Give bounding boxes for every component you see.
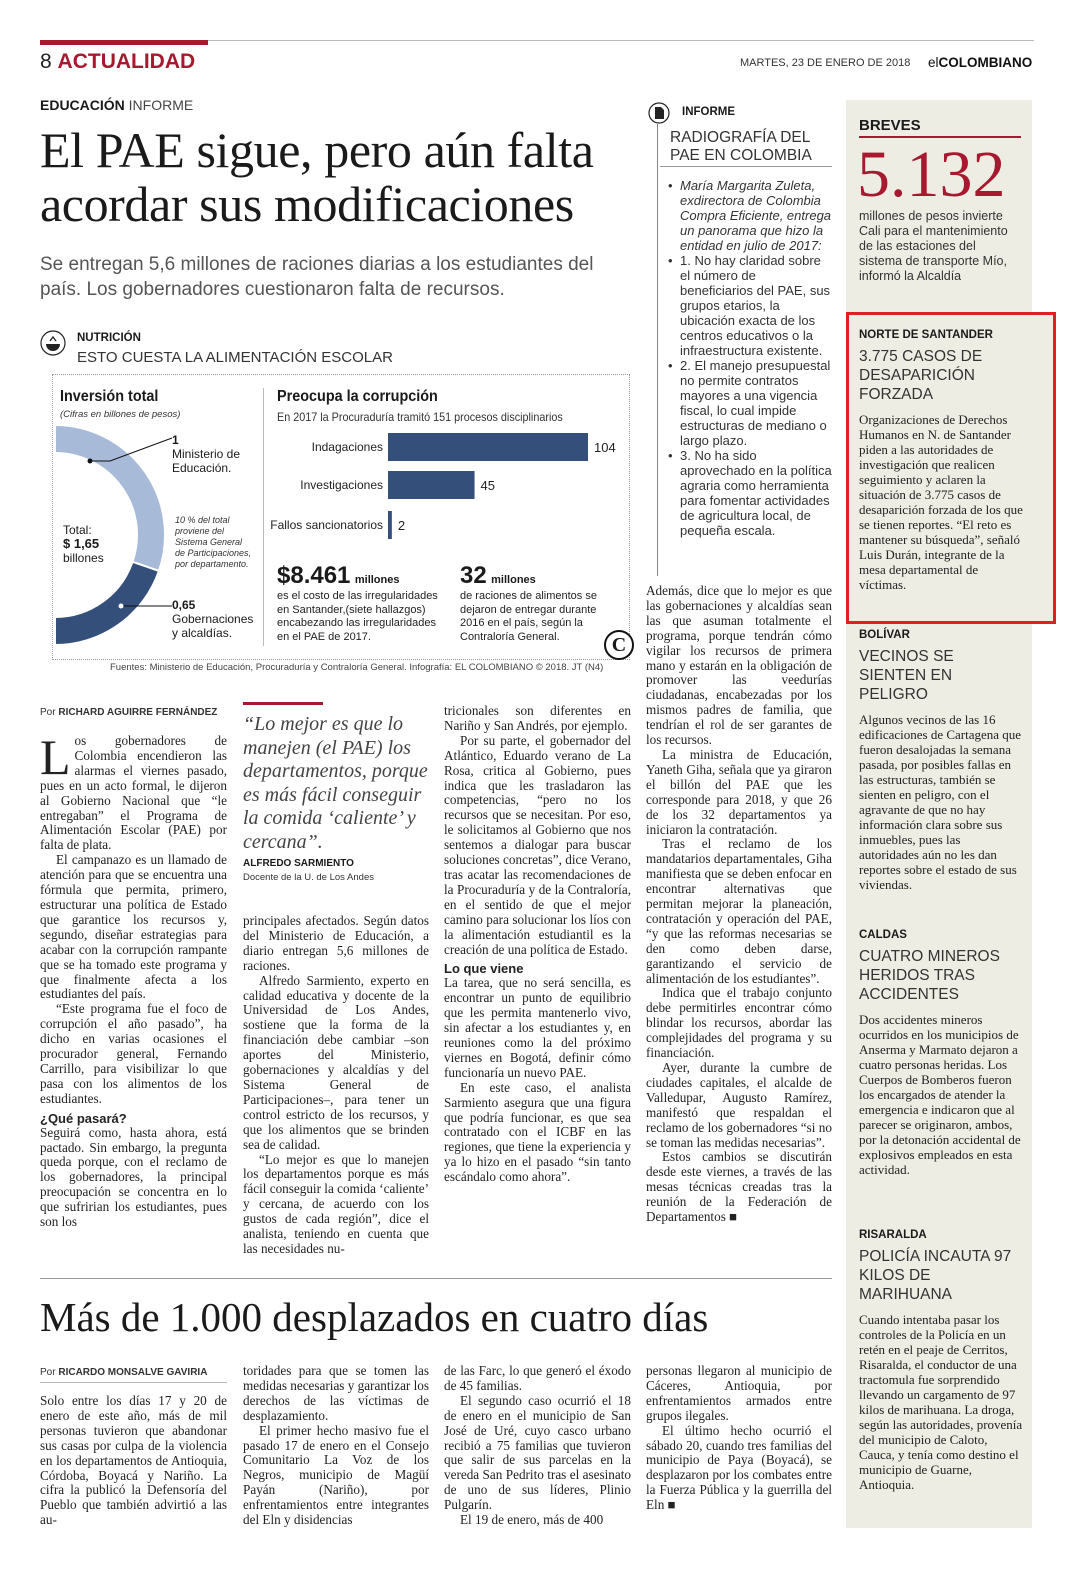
label1-text2: Educación. bbox=[172, 461, 232, 475]
article2-byline-rule bbox=[40, 1382, 227, 1383]
brief-item-bolivar bbox=[859, 629, 1023, 892]
brand-logo bbox=[928, 55, 1032, 70]
page-header bbox=[40, 50, 195, 74]
brief-item-caldas bbox=[859, 929, 1023, 1177]
label1-value: 1 bbox=[172, 433, 179, 447]
col3-subhead: Lo que viene bbox=[444, 961, 524, 977]
breves-title: BREVES bbox=[859, 117, 921, 134]
infographic-divider bbox=[263, 388, 264, 646]
brief-kicker: RISARALDA bbox=[859, 1229, 927, 1241]
pie-total-unit: billones bbox=[63, 551, 104, 565]
informe-item: • 2. El manejo presupuestal no permite contratos mayores a una vigencia fiscal, lo cual impide estructuras de mediano o largo plazo. bbox=[668, 358, 831, 448]
pie-label-ministerio bbox=[172, 433, 240, 475]
informe-vline bbox=[657, 124, 658, 576]
bar-value-label: 2 bbox=[397, 518, 406, 533]
article2-col3: de las Farc, lo que generó el éxodo de 45 familias. El segundo caso ocurrió el 18 de enero en el municipio de San José de Uré, cuyo casco urbano recibió a 75 familias que tuvieron que salir de sus parcelas en la vereda San Pedrito tras el asesinato de uno de sus líderes, Plinio Pulgarín. El 19 de enero, más de 400 bbox=[444, 1363, 631, 1528]
stat2-unit: millones bbox=[491, 574, 536, 586]
informe-item: • María Margarita Zuleta, exdirectora de Colombia Compra Eficiente, entrega un panorama que hizo la entidad en julio de 2017: bbox=[668, 178, 832, 253]
colombiano-logo-icon bbox=[604, 630, 634, 660]
bar-category-label: Indagaciones bbox=[311, 440, 383, 454]
pie-pointer-dot bbox=[88, 459, 93, 464]
informe-list bbox=[668, 178, 832, 538]
label1-text1: Ministerio de bbox=[172, 447, 241, 461]
bar-value-label: 45 bbox=[480, 478, 496, 493]
brief-body: Organizaciones de Derechos Humanos en N. de Santander piden a las autoridades de investigación que realicen seguimiento y aclaren la situación de 3.775 casos de desaparición forzada de los que se tienen reportes. “El reto es mantener su búsqueda”, señaló Luis Durán, integrante de la mesa departamental de víctimas. bbox=[859, 412, 1023, 592]
stat-santander bbox=[277, 562, 447, 644]
kicker-light: INFORME bbox=[128, 97, 194, 113]
note-line3: Sistema General bbox=[175, 537, 243, 547]
article2-byline: Por RICARDO MONSALVE GAVIRIA bbox=[40, 1367, 208, 1378]
article1-col2: principales afectados. Según datos del Ministerio de Educación, a diario entregan 5,6 millones de raciones. Alfredo Sarmiento, experto en calidad educativa y docente de la Universidad de Los Andes, sostiene que la forma de la financiación debe cambiar –son aportes del Ministerio, gobernaciones y alcaldías y del Sistema General de Participaciones–, para tener un control estricto de los recursos, y que los alimentos que se brinden sea de calidad. “Lo mejor es que lo manejen los departamentos porque es más fácil conseguir la comida ‘caliente’ y cercana, de acuerdo con los gustos de cada región”, dice el analista, teniendo en cuenta que las necesidades nu- bbox=[243, 913, 429, 1256]
bar-title: Preocupa la corrupción bbox=[277, 388, 438, 405]
bar-value-label: 104 bbox=[594, 440, 616, 455]
nutrition-icon bbox=[40, 330, 66, 356]
brand-name: COLOMBIANO bbox=[938, 55, 1033, 70]
stat-raciones bbox=[460, 562, 610, 644]
pie-slice bbox=[55, 562, 159, 645]
infographic-title: ESTO CUESTA LA ALIMENTACIÓN ESCOLAR bbox=[77, 349, 393, 366]
article2-col1: Solo entre los días 17 y 20 de enero de este año, más de mil personas tuvieron que abandonar sus casas por culpa de la violencia en los departamentos de Antioquia, Córdoba, Boyacá y Nariño. La cifra la publicó la Defensoría del Pueblo que también advirtió a las au- bbox=[40, 1393, 227, 1528]
bar-chart bbox=[270, 428, 630, 548]
informe-rule bbox=[660, 166, 832, 167]
infographic-kicker: NUTRICIÓN bbox=[77, 332, 141, 344]
pie-pointer-dot bbox=[119, 604, 124, 609]
brief-body: Dos accidentes mineros ocurridos en los municipios de Anserma y Marmato dejaron a cuatro personas heridas. Los Cuerpos de Bomberos fueron los encargados de atender la emergencia e indicaron que al parecer se originaron, ambos, por la detonación accidental de explosivos empleados en esta actividad. bbox=[859, 1012, 1021, 1177]
article2-headline: Más de 1.000 desplazados en cuatro días bbox=[40, 1294, 709, 1340]
informe-title: RADIOGRAFÍA DEL PAE EN COLOMBIA bbox=[670, 129, 812, 164]
brief-kicker: CALDAS bbox=[859, 929, 907, 941]
kicker-bold: EDUCACIÓN bbox=[40, 97, 125, 113]
bar-category-label: Investigaciones bbox=[300, 478, 383, 492]
pie-total-value: $ 1,65 bbox=[63, 536, 100, 551]
breves-big-text: millones de pesos invierte Cali para el mantenimiento de las estaciones del sistema de transporte Mío, informó la Alcaldía bbox=[859, 209, 1008, 283]
article1-kicker bbox=[40, 97, 193, 113]
informe-item: • 3. No ha sido aprovechado en la política agraria como herramienta para fomentar actividades de agricultura local, de pequeña escala. bbox=[668, 448, 832, 538]
article1-col4: Además, dice que lo mejor es que las gobernaciones y alcaldías sean las que asuman totalmente el programa, porque tendrán cómo vigilar los recursos de primera mano y estarán en la obligación de promover las veedurías ciudadanas, encabezadas por los mismos padres de familia, que tendrían el rol de ser garantes de los recursos. La ministra de Educación, Yaneth Giha, señala que ya giraron el billón del PAE que les corresponde para 2018, y que 26 de los 32 departamentos ya iniciaron la contratación. Tras el reclamo de los mandatarios departamentales, Giha manifiesta que se deben enfocar en encontrar alternativas que permitan mejorar la planeación, contratación y operación del PAE, “y que las reformas necesarias se den como deben darse, garantizando el servicio de alimentación de los estudiantes”. Indica que el trabajo conjunto debe permitirles encontrar cómo blindar los recursos, abordar las complejidades del programa y su financiación. Ayer, durante la cumbre de ciudades capitales, el alcalde de Valledupar, Augusto Ramírez, manifestó que respaldan el reclamo de los gobernadores “si no se toman las medidas necesarias”. Estos cambios se discutirán desde este viernes, a través de las mesas técnicas creadas tras la reunión de la Federación de Departamentos ■ bbox=[646, 583, 832, 1225]
stat2-value: 32 bbox=[460, 562, 487, 589]
brief-item-santander bbox=[859, 329, 1023, 592]
pie-label-gobernaciones bbox=[172, 598, 253, 640]
pull-quote: “Lo mejor es que lo manejen (el PAE) los departamentos, porque es más fácil conseguir la comida ‘caliente’ y cercana”. bbox=[243, 713, 428, 853]
dropcap: L bbox=[40, 729, 71, 785]
note-line2: proviene del bbox=[175, 526, 225, 536]
brief-title: VECINOS SE SIENTEN EN PELIGRO bbox=[859, 648, 954, 703]
bar bbox=[388, 433, 588, 461]
stat1-text: es el costo de las irregularidades en Santander,(siete hallazgos) encabezando las irregularidades en el PAE de 2017. bbox=[277, 590, 438, 643]
brief-kicker: NORTE DE SANTANDER bbox=[859, 329, 993, 341]
article1-col1: Los gobernadores de Colombia encendieron las alarmas el viernes pasado, pues en un acto formal, le dijeron al Gobierno Nacional que “le entregaban” el Programa de Alimentación Escolar (PAE) por falta de plata. El campanazo es un llamado de atención para que se encuentra una fórmula que permita, primero, estructurar una política de Estado que garantice los recursos y, segundo, diseñar estrategias para acabar con la corrupción rampante que se ha tomado este programa y que finalmente afecta a los estudiantes del país. “Este programa fue el foco de corrupción el año pasado”, ha dicho en varias ocasiones el procurador general, Fernando Carrillo, para visibilizar lo que pasa con los alimentos de los estudiantes. ¿Qué pasará? Seguirá como, hasta ahora, está pactado. Sin embargo, la pregunta queda porque, con el reclamo de los gobernadores, la principal preocupación se concentra en lo que sufririan los estudiantes, pues son los bbox=[40, 729, 227, 1230]
stat1-unit: millones bbox=[354, 574, 400, 586]
infographic-sources: Fuentes: Ministerio de Educación, Procuraduría y Contraloría General. Infografía: EL COLOMBIANO © 2018. JT (N4) bbox=[110, 662, 604, 673]
article1-col3: tricionales son diferentes en Nariño y San Andrés, por ejemplo. Por su parte, el gobernador del Atlántico, Eduardo verano de La Rosa, critica al Gobierno, pues indica que les trasladaron las competencias, “pero no los recursos que se necesitan. Por eso, le solicitamos al Gobierno que nos sentemos a dialogar para buscar soluciones concretas”, dice Verano, tras acatar las recomendaciones de la Procuraduría y de la Contraloría, en el sentido de que el mejor camino para solucionar los líos con la alimentación estudiantil es la creación de una política de Estado. Lo que viene La tarea, que no será sencilla, es encontrar un punto de equilibrio que les permita mantenerlo vivo, sin afectar a los estudiantes y, en reuniones como la del próximo viernes en Bogotá, definir cómo funcionaría un nuevo PAE. En este caso, el analista Sarmiento asegura que una figura que podría funcionar, es que sea contratado con el ICBF en las regiones, que tiene la experiencia y ya lo hizo en el pasado “sin tanto escándalo como ahora”. bbox=[444, 703, 631, 1185]
brand-prefix: el bbox=[928, 55, 939, 70]
article1-byline: Por RICHARD AGUIRRE FERNÁNDEZ bbox=[40, 707, 218, 718]
brief-kicker: BOLÍVAR bbox=[859, 629, 910, 641]
article2-col2: toridades para que se tomen las medidas necesarias y garantizar los derechos de las víctimas de desplazamiento. El primer hecho masivo fue el pasado 17 de enero en el Consejo Comunitario La Voz de los Negros, municipio de Magüí Payán (Nariño), por enfrentamientos entre integrantes del Eln y disidencias bbox=[243, 1363, 430, 1528]
bar-subtitle: En 2017 la Procuraduría tramitó 151 procesos disciplinarios bbox=[277, 410, 563, 424]
stat2-text: de raciones de alimentos se dejaron de entregar durante 2016 en el país, según la Contraloría General. bbox=[460, 590, 597, 643]
logo-letter: C bbox=[611, 634, 627, 656]
label3-value: 0,65 bbox=[172, 598, 196, 612]
col1-subhead: ¿Qué pasará? bbox=[40, 1110, 127, 1126]
note-line1: 10 % del total bbox=[175, 515, 230, 525]
brief-body: Cuando intentaba pasar los controles de la Policía en un retén en el peaje de Cerritos, Risaralda, el conductor de una tractomula fue sorprendido llevando un cargamento de 97 kilos de marihuana. La droga, según las autoridades, provenía del municipio de Caloto, Cauca, y tenía como destino el municipio de Guarne, Antioquia. bbox=[859, 1312, 1023, 1492]
quote-author: ALFREDO SARMIENTO bbox=[243, 858, 354, 869]
breves-big-number: 5.132 bbox=[857, 138, 1006, 211]
header-date: MARTES, 23 DE ENERO DE 2018 bbox=[740, 57, 911, 69]
note-line5: por departamento. bbox=[175, 559, 249, 569]
stat1-value: $8.461 bbox=[277, 562, 351, 589]
quote-role: Docente de la U. de Los Andes bbox=[243, 872, 374, 883]
article1-headline: El PAE sigue, pero aún falta acordar sus modificaciones bbox=[40, 122, 594, 232]
informe-kicker: INFORME bbox=[682, 106, 736, 118]
pie-title: Inversión total bbox=[60, 388, 159, 405]
article2-col4: personas llegaron al municipio de Cáceres, Antioquia, por enfrentamientos armados entre grupos ilegales. El último hecho ocurrió el sábado 20, cuando tres familias del municipio de Paya (Boyacá), se desplazaron por los combates entre la Fuerza Pública y la guerrilla del Eln ■ bbox=[646, 1363, 832, 1513]
document-icon bbox=[648, 102, 670, 124]
brief-title: CUATRO MINEROS HERIDOS TRAS ACCIDENTES bbox=[859, 948, 1000, 1003]
pie-subtitle: (Cifras en billones de pesos) bbox=[60, 409, 181, 420]
bar-category-label: Fallos sancionatorios bbox=[270, 518, 383, 532]
article1-subhead: Se entregan 5,6 millones de raciones diarias a los estudiantes del país. Los gobernadores cuestionaron falta de recursos. bbox=[40, 254, 594, 300]
bar bbox=[388, 511, 392, 539]
article2-rule bbox=[40, 1278, 832, 1279]
page-number: 8 bbox=[40, 50, 52, 73]
brief-item-risaralda bbox=[859, 1229, 1023, 1492]
brief-body: Algunos vecinos de las 16 edificaciones de Cartagena que fueron desalojadas la semana pasada, por posibles fallas en las estructuras, también se sienten en peligro, con el agravante de que no hay información clara sobre sus inmuebles, pues las autoridades aún no les dan reportes sobre el estado de sus viviendas. bbox=[859, 712, 1022, 892]
header-accent-bar bbox=[40, 40, 208, 45]
label3-text2: y alcaldías. bbox=[172, 626, 233, 640]
pie-note bbox=[175, 515, 251, 570]
pie-total-label: Total: bbox=[63, 523, 92, 537]
pie-total bbox=[63, 523, 104, 565]
brief-title: 3.775 CASOS DE DESAPARICIÓN FORZADA bbox=[859, 348, 983, 403]
quote-accent-bar bbox=[243, 702, 323, 705]
label3-text1: Gobernaciones bbox=[172, 612, 254, 626]
note-line4: de Participaciones, bbox=[175, 548, 252, 558]
brief-title: POLICÍA INCAUTA 97 KILOS DE MARIHUANA bbox=[859, 1248, 1012, 1303]
section-name: ACTUALIDAD bbox=[57, 50, 196, 73]
bar bbox=[388, 471, 475, 499]
informe-item: • 1. No hay claridad sobre el número de beneficiarios del PAE, sus grupos etarios, la ubicación exacta de los centros educativos o la infraestructura existente. bbox=[668, 253, 831, 358]
